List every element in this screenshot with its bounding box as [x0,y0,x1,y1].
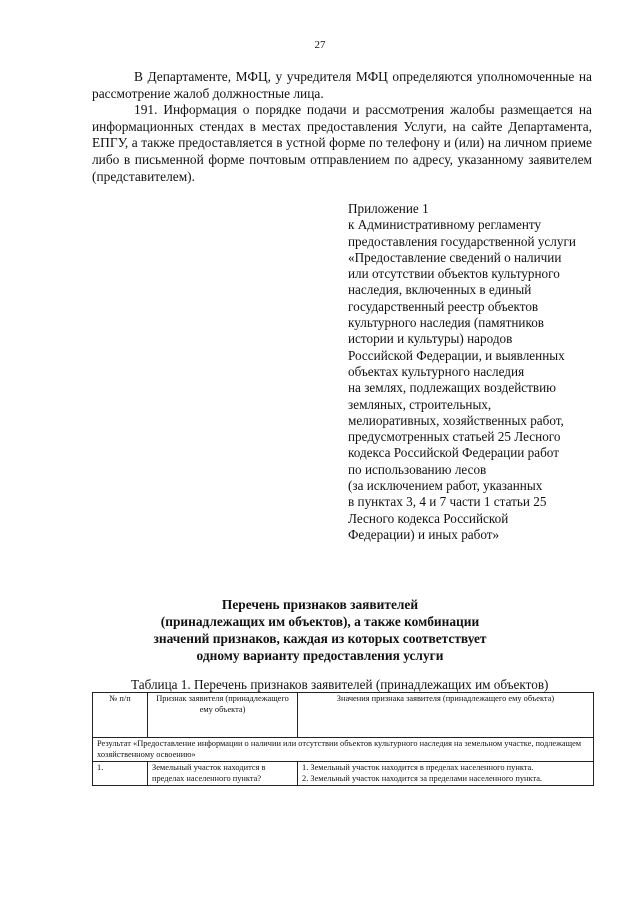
appendix-line: Федерации) и иных работ» [348,526,500,542]
appendix-line: по использованию лесов [348,461,487,477]
appendix-line: в пунктах 3, 4 и 7 части 1 статьи 25 [348,494,547,510]
table-caption: Таблица 1. Перечень признаков заявителей (принадлежащих им объектов) [131,677,549,692]
appendix-line: государственный реестр объектов [348,298,539,314]
header-values: Значения признака заявителя (принадлежащего ему объекта) [298,693,594,738]
table-row [93,762,594,786]
section-heading [0,596,640,664]
appendix-line: или отсутствии объектов культурного [348,266,560,282]
appendix-line: культурного наследия (памятников [348,315,545,331]
value-option: 2. Земельный участок находится за пределами населенного пункта. [302,773,543,783]
appendix-line: на землях, подлежащих воздействию [348,380,557,396]
appendix-line: мелиоративных, хозяйственных работ, [348,412,564,428]
result-row [93,738,594,762]
applicant-features-table [92,692,594,786]
heading-line: значений признаков, каждая из которых соответствует [153,631,487,646]
appendix-line: предоставления государственной услуги [348,233,576,249]
appendix-line: к Административному регламенту [348,217,542,233]
appendix-line: предусмотренных статьей 25 Лесного [348,429,561,445]
body-text [92,69,592,185]
cell-feature: Земельный участок находится в пределах населенного пункта? [148,762,298,786]
header-feature: Признак заявителя (принадлежащего ему объекта) [148,693,298,738]
appendix-line: объектах культурного наследия [348,363,525,379]
appendix-line: Приложение 1 [348,201,429,216]
cell-num: 1. [93,762,148,786]
appendix-reference [348,201,608,543]
paragraph: В Департаменте, МФЦ, у учредителя МФЦ определяются уполномоченные на рассмотрение жалоб должностные лица. [92,69,592,101]
appendix-line: Российской Федерации, и выявленных [348,347,565,363]
result-cell: Результат «Предоставление информации о наличии или отсутствии объектов культурного наследия на земельном участке, подлежащем хозяйственному освоению» [93,738,594,762]
appendix-line: Лесного кодекса Российской [348,510,509,526]
appendix-line: наследия, включенных в единый [348,282,532,298]
heading-line: Перечень признаков заявителей [221,597,419,612]
header-num: № п/п [93,693,148,738]
appendix-line: истории и культуры) народов [348,331,513,347]
heading-line: (принадлежащих им объектов), а также комбинации [160,614,480,629]
appendix-line: кодекса Российской Федерации работ [348,445,559,461]
value-option: 1. Земельный участок находится в пределах населенного пункта. [302,763,534,773]
appendix-line: «Предоставление сведений о наличии [348,249,562,265]
heading-line: одному варианту предоставления услуги [196,648,444,663]
appendix-line: земляных, строительных, [348,396,492,412]
cell-values [298,762,594,786]
page-number: 27 [314,39,326,51]
appendix-line: (за исключением работ, указанных [348,478,543,494]
paragraph: 191. Информация о порядке подачи и рассмотрения жалобы размещается на информационных стендах в местах предоставления Услуги, на сайте Департамента, ЕПГУ, а также предоставляется в устной форме по телефону и (или) на личном приеме либо в письменной форме почтовым отправлением по адресу, указанному заявителем (представителем). [92,102,592,184]
table-header-row [93,693,594,738]
